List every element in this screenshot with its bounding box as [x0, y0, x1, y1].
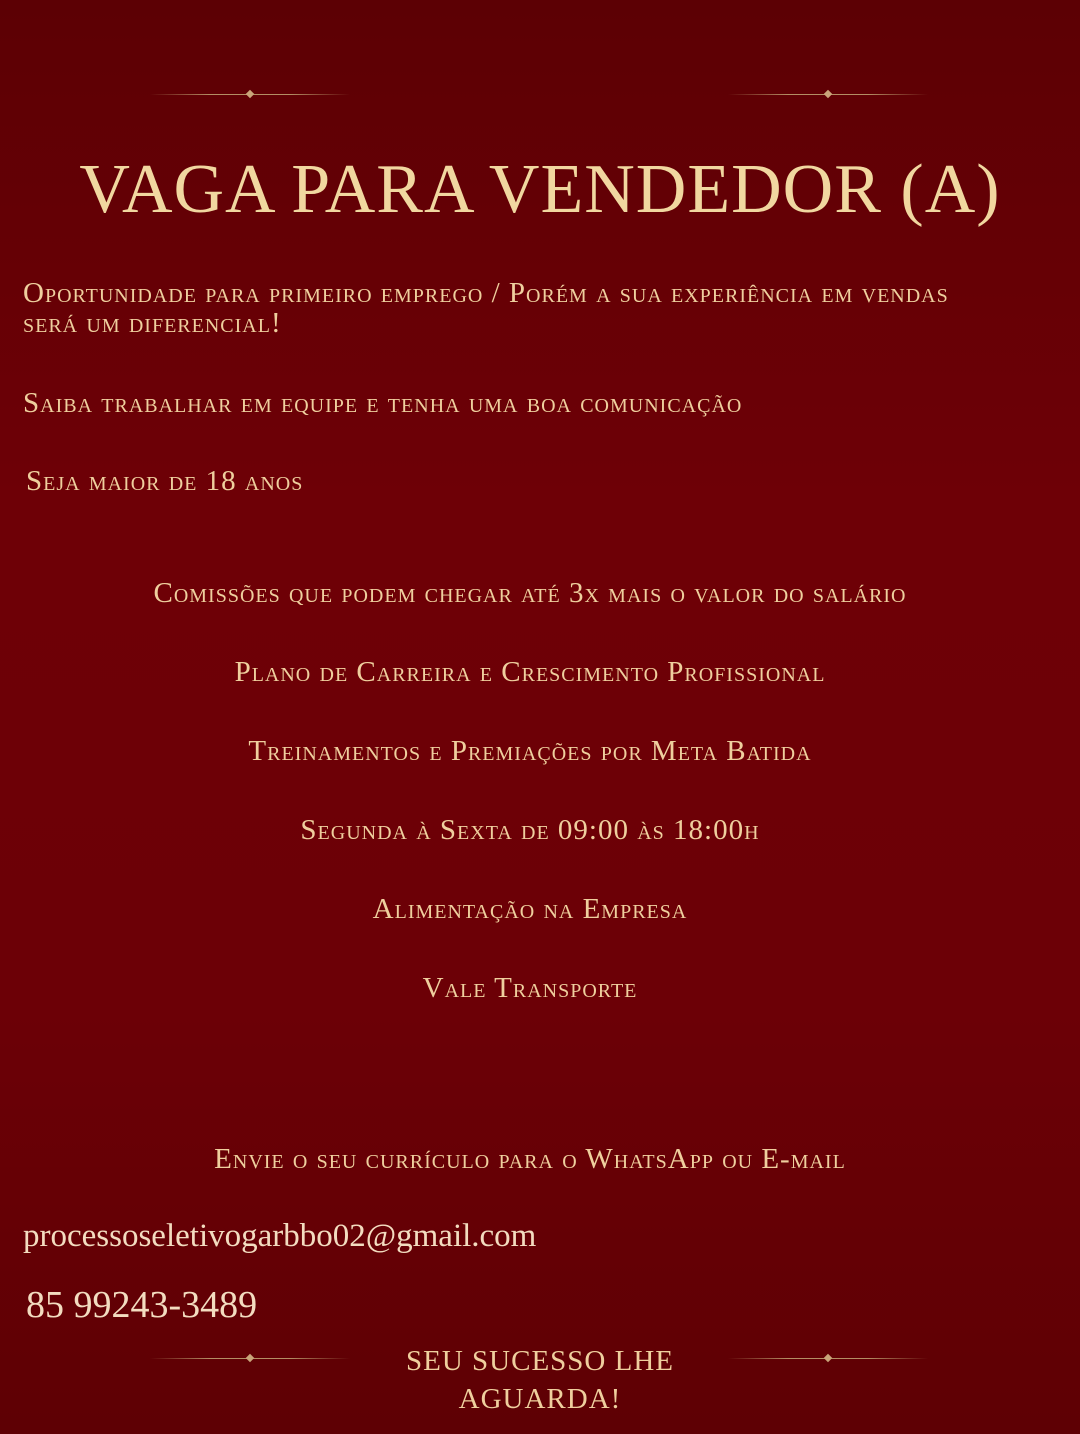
benefit-transport: Vale Transporte — [422, 972, 638, 1004]
bottom-right-ornament — [728, 1353, 928, 1365]
benefit-commission: Comissões que podem chegar até 3x mais o valor do salário — [153, 577, 907, 609]
top-left-ornament — [150, 89, 350, 101]
requirement-teamwork: Saiba trabalhar em equipe e tenha uma boa comunicação — [23, 387, 743, 419]
benefit-career: Plano de Carreira e Crescimento Profissional — [234, 656, 826, 688]
footer-line-2: AGUARDA! — [458, 1383, 622, 1415]
requirement-first-job-cont: será um diferencial! — [23, 307, 282, 339]
requirement-age: Seja maior de 18 anos — [26, 465, 304, 497]
footer-slogan — [370, 1342, 710, 1418]
footer-line-1: SEU SUCESSO LHE — [406, 1345, 674, 1377]
contact-instruction: Envie o seu currículo para o WhatsApp ou E-mail — [214, 1143, 846, 1175]
top-right-ornament — [728, 89, 928, 101]
bottom-left-ornament — [150, 1353, 350, 1365]
page-title: VAGA PARA VENDEDOR (A) — [79, 151, 1001, 228]
benefit-schedule: Segunda à Sexta de 09:00 às 18:00h — [300, 814, 760, 846]
contact-phone[interactable]: 85 99243-3489 — [26, 1284, 258, 1326]
benefit-training: Treinamentos e Premiações por Meta Batida — [248, 735, 812, 767]
benefit-meals: Alimentação na Empresa — [372, 893, 688, 925]
contact-email[interactable]: processoseletivogarbbo02@gmail.com — [23, 1218, 537, 1254]
requirement-first-job: Oportunidade para primeiro emprego / Porém a sua experiência em vendas — [23, 277, 949, 309]
